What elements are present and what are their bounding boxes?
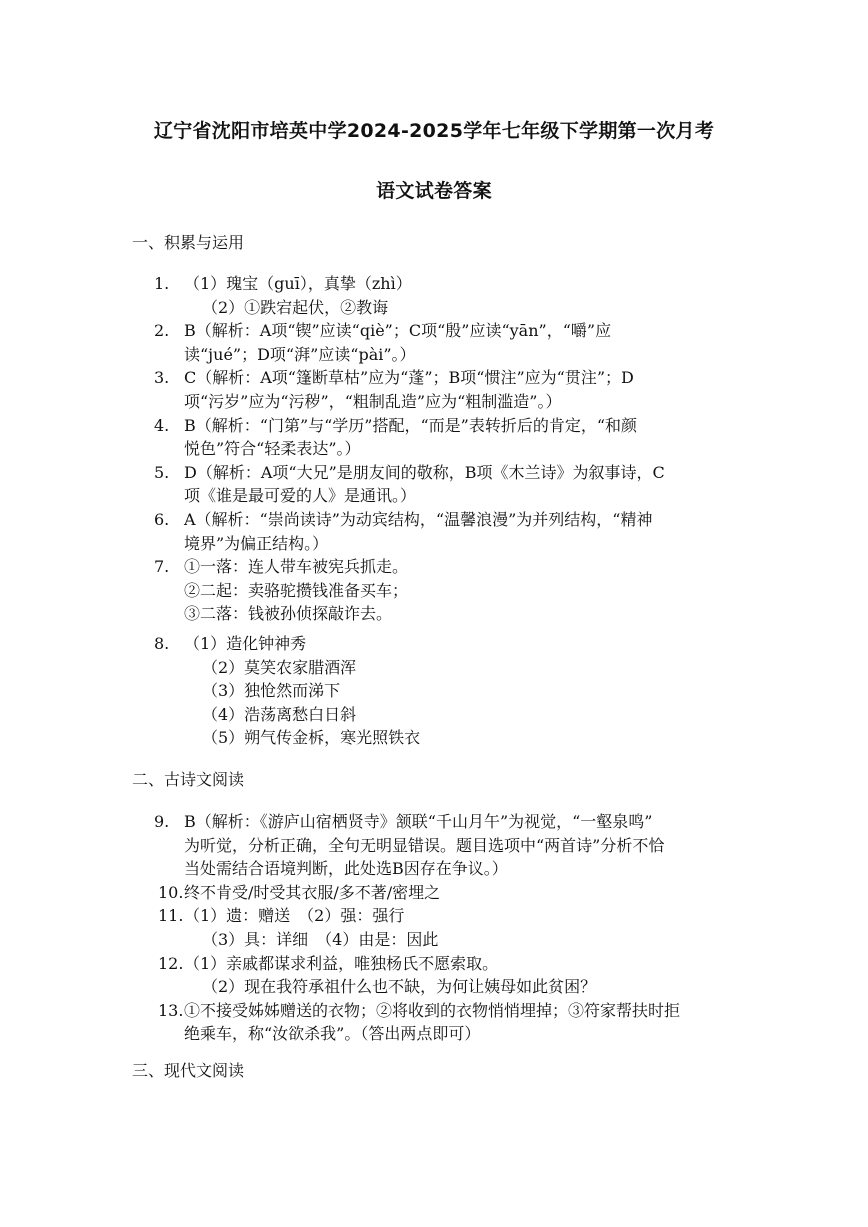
answer-text: D（解析：A项“大兄”是朋友间的敬称，B项《木兰诗》为叙事诗，C <box>184 462 665 482</box>
answer-item-7 <box>132 555 742 626</box>
answer-text: （2）①跌宕起伏，②教诲 <box>202 297 389 317</box>
answer-text: B（解析：“门第”与“学历”搭配，“而是”表转折后的肯定，“和颜 <box>184 415 638 435</box>
answer-text: （4）浩荡离愁白日斜 <box>202 704 357 724</box>
answer-number: 13. <box>158 1000 184 1020</box>
answer-item-13 <box>132 999 742 1046</box>
answer-text: 项《谁是最可爱的人》是通讯。） <box>184 486 417 506</box>
answer-number: 3. <box>154 368 170 388</box>
answer-text: ①不接受姊姊赠送的衣物；②将收到的衣物悄悄埋掉；③符家帮扶时拒 <box>184 1000 681 1020</box>
document-subtitle: 语文试卷答案 <box>376 180 492 202</box>
answer-text: （1）瑰宝（guī），真挚（zhì） <box>184 274 412 293</box>
answer-text: （1）亲戚都谋求利益，唯独杨氏不愿索取。 <box>184 953 499 973</box>
answer-number: 5. <box>154 462 170 482</box>
answer-list-section-1 <box>132 272 742 626</box>
answer-text: B（解析：A项“锲”应读“qiè”；C项“殷”应读“yān”，“嚼”应 <box>184 321 612 341</box>
answer-text: 项“污岁”应为“污秽”，“粗制乱造”应为“粗制滥造”。） <box>184 391 562 411</box>
answer-text: 读“jué”；D项“湃”应读“pài”。） <box>184 344 416 364</box>
answer-item-10 <box>132 881 742 905</box>
answer-number: 7. <box>154 557 170 577</box>
answer-item-2 <box>132 319 742 366</box>
answer-number: 2. <box>154 321 170 341</box>
section-heading-1: 一、积累与运用 <box>132 233 245 252</box>
answer-number: 10. <box>158 882 184 902</box>
answer-number: 6. <box>154 509 170 529</box>
answer-text: 终不肯受/时受其衣服/多不著/密埋之 <box>184 882 441 902</box>
answer-text: （1）造化钟神秀 <box>184 634 307 653</box>
answer-list-poems <box>132 632 742 750</box>
answer-item-11 <box>132 904 742 951</box>
answer-number: 8. <box>154 634 170 653</box>
answer-number: 11. <box>158 906 184 926</box>
answer-text: A（解析：“崇尚读诗”为动宾结构，“温馨浪漫”为并列结构，“精神 <box>184 509 653 529</box>
answer-text: （3）具：详细 （4）由是：因此 <box>202 929 439 949</box>
answer-text: 境界”为偏正结构。） <box>184 533 329 553</box>
answer-text: 为听觉，分析正确，全句无明显错误。题目选项中“两首诗”分析不恰 <box>184 835 665 855</box>
section-heading-3: 三、现代文阅读 <box>132 1061 245 1080</box>
answer-item-9 <box>132 810 742 881</box>
answer-text: （5）朔气传金柝，寒光照铁衣 <box>202 728 421 748</box>
answer-item-5 <box>132 461 742 508</box>
answer-list-section-2 <box>132 810 742 1046</box>
answer-text: （3）独怆然而涕下 <box>202 681 341 701</box>
answer-text: 悦色”符合“轻柔表达”。） <box>184 439 361 459</box>
answer-item-3 <box>132 366 742 413</box>
answer-text: ①一落：连人带车被宪兵抓走。 <box>184 557 409 577</box>
answer-text: 绝乘车，称“汝欲杀我”。（答出两点即可） <box>184 1024 481 1044</box>
answer-item-12 <box>132 952 742 999</box>
answer-text: B（解析：《游庐山宿栖贤寺》颔联“千山月午”为视觉，“一壑泉鸣” <box>184 812 653 831</box>
answer-item-6 <box>132 508 742 555</box>
answer-number: 4. <box>154 415 170 435</box>
answer-text: C（解析：A项“篷断草枯”应为“蓬”；B项“惯注”应为“贯注”；D <box>184 368 634 388</box>
answer-number: 1. <box>154 274 170 293</box>
answer-number: 12. <box>158 953 184 973</box>
answer-text: （1）遗：赠送 （2）强：强行 <box>184 906 405 926</box>
answer-text: ②二起：卖骆驼攒钱准备买车； <box>184 580 409 600</box>
answer-text: ③二落：钱被孙侦探敲诈去。 <box>184 604 393 624</box>
answer-text: （2）莫笑农家腊酒浑 <box>202 657 357 677</box>
section-heading-2: 二、古诗文阅读 <box>132 770 245 789</box>
answer-number: 9. <box>154 812 170 831</box>
answer-item-4 <box>132 414 742 461</box>
answer-text: 当处需结合语境判断，此处选B因存在争议。） <box>184 859 508 879</box>
answer-item-1 <box>132 272 742 319</box>
answer-text: （2）现在我符承祖什么也不缺，为何让姨母如此贫困？ <box>202 977 597 997</box>
answer-item-8 <box>132 632 742 750</box>
document-title: 辽宁省沈阳市培英中学2024-2025学年七年级下学期第一次月考 <box>153 120 715 142</box>
